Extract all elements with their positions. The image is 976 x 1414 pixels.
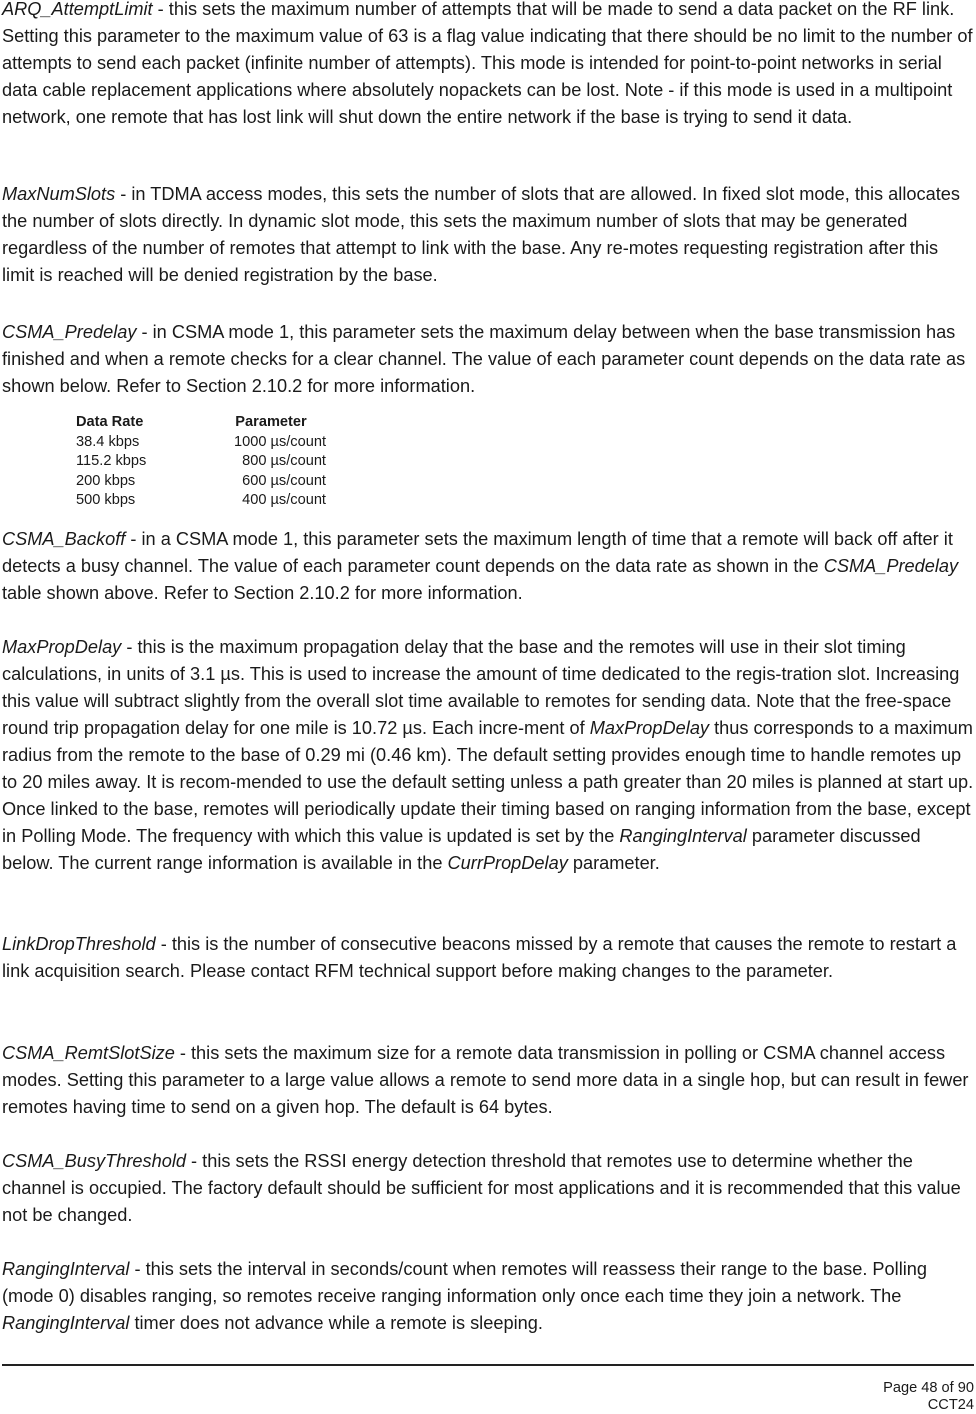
term-csma-predelay: CSMA_Predelay (2, 322, 137, 342)
paragraph-text: - in CSMA mode 1, this parameter sets the maximum delay between when the base transmission has finished and when a remote checks for a clear channel. The value of each parameter count depends on the data rate as shown below. Refer to Section 2.10.2 for more information. (2, 322, 966, 396)
paragraph-text: table shown above. Refer to Section 2.10.2 for more information. (2, 583, 523, 603)
column-header-parameter: Parameter (235, 414, 307, 430)
table-row (76, 433, 326, 453)
table-row (76, 491, 326, 511)
footer-divider (2, 1364, 974, 1366)
term-csma-busy-threshold: CSMA_BusyThreshold (2, 1151, 186, 1171)
term-max-prop-delay: MaxPropDelay (2, 637, 122, 657)
paragraph-text: - in TDMA access modes, this sets the number of slots that are allowed. In fixed slot mode, this allocates the number of slots directly. In dynamic slot mode, this sets the maximum number of slots that may be generated regardless of the number of remotes that attempt to link with the base. Any re-motes requesting registration after this limit is reached will be denied registration by the base. (2, 184, 960, 285)
paragraph-text: - this is the maximum propagation delay that the base and the remotes will use in their slot timing calculations, in units of 3.1 µs. This is used to increase the amount of time dedicated to the regis-tration slot. Increasing this value will subtract slightly from the overall slot time available to remotes for sending data. Note that the free-space round trip propagation delay for one mile is 10.72 µs. Each incre-ment of (2, 637, 960, 738)
paragraph-text: thus corresponds to a maximum radius from the remote to the base of 0.29 mi (0.46 km). The default setting provides enough time to handle remotes up to 20 miles away. It is recom-mended to use the default setting unless a path greater than 20 miles is planned at start up. Once linked to the base, remotes will periodically update their timing based on ranging information from the base, except in Polling Mode. The frequency with which this value is updated is set by the (2, 718, 974, 846)
term-ranging-interval: RangingInterval (2, 1259, 130, 1279)
paragraph-text: - in a CSMA mode 1, this parameter sets the maximum length of time that a remote will back off after it detects a busy channel. The value of each parameter count depends on the data rate as shown in the (2, 529, 953, 576)
term-reference: RangingInterval (619, 826, 747, 846)
paragraph-text: parameter discussed below. The current range information is available in the (2, 826, 921, 873)
term-csma-remt-slot-size: CSMA_RemtSlotSize (2, 1043, 175, 1063)
cell-data-rate: 200 kbps (76, 472, 136, 489)
paragraph-text: - this is the number of consecutive beacons missed by a remote that causes the remote to restart a link acquisition search. Please contact RFM technical support before making changes to the parameter. (2, 934, 957, 981)
table-row (76, 472, 326, 492)
page-number: Page 48 of 90 (883, 1380, 974, 1396)
paragraph-max-prop-delay (2, 634, 974, 877)
term-link-drop-threshold: LinkDropThreshold (2, 934, 156, 954)
paragraph-csma-remt-slot-size (2, 1040, 974, 1121)
term-reference: RangingInterval (2, 1313, 130, 1333)
term-arq-attempt-limit: ARQ_AttemptLimit (2, 0, 153, 19)
table-header-row (76, 413, 326, 433)
cell-parameter: 1000 µs/count (234, 433, 326, 450)
paragraph-csma-backoff (2, 526, 974, 607)
paragraph-ranging-interval (2, 1256, 974, 1337)
cell-parameter: 400 µs/count (242, 492, 326, 508)
document-id: CCT24 (927, 1397, 974, 1413)
paragraph-text: - this sets the RSSI energy detection threshold that remotes use to determine whether the channel is occupied. The factory default should be sufficient for most applications and it is recommended that this value not be changed. (2, 1151, 961, 1225)
paragraph-csma-busy-threshold (2, 1148, 974, 1229)
term-reference: CSMA_Predelay (823, 556, 959, 576)
paragraph-link-drop-threshold (2, 931, 974, 985)
term-max-num-slots: MaxNumSlots (2, 184, 116, 204)
paragraph-arq-attempt-limit (2, 0, 974, 131)
paragraph-text: - this sets the maximum number of attempts that will be made to send a data packet on the RF link. Setting this parameter to the maximum value of 63 is a flag value indicating that there should be no limit to the number of attempts to send each packet (infinite number of attempts). This mode is intended for point-to-point networks in serial data cable replacement applications where absolutely nopackets can be lost. Note - if this mode is used in a multipoint network, one remote that has lost link will shut down the entire network if the base is trying to send it data. (2, 0, 973, 127)
cell-data-rate: 500 kbps (76, 492, 136, 508)
term-reference: MaxPropDelay (589, 718, 710, 738)
page-footer (883, 1380, 974, 1414)
paragraph-text: - this sets the interval in seconds/count when remotes will reassess their range to the base. Polling (mode 0) disables ranging, so remotes receive ranging information only once each time they join a network. The (2, 1259, 928, 1306)
cell-data-rate: 115.2 kbps (76, 453, 147, 469)
paragraph-text: parameter. (567, 853, 660, 873)
table-row (76, 452, 326, 472)
term-reference: CurrPropDelay (447, 853, 568, 873)
paragraph-csma-predelay (2, 319, 974, 400)
cell-data-rate: 38.4 kbps (76, 433, 140, 450)
cell-parameter: 800 µs/count (242, 453, 326, 469)
column-header-data-rate: Data Rate (76, 414, 144, 430)
paragraph-text: - this sets the maximum size for a remote data transmission in polling or CSMA channel access modes. Setting this parameter to a large value allows a remote to send more data in a single hop, but can result in fewer remotes having time to send on a given hop. The default is 64 bytes. (2, 1043, 969, 1117)
paragraph-max-num-slots (2, 181, 974, 289)
data-rate-table (76, 413, 326, 511)
cell-parameter: 600 µs/count (242, 472, 326, 489)
paragraph-text: timer does not advance while a remote is sleeping. (129, 1313, 543, 1333)
term-csma-backoff: CSMA_Backoff (2, 529, 126, 549)
